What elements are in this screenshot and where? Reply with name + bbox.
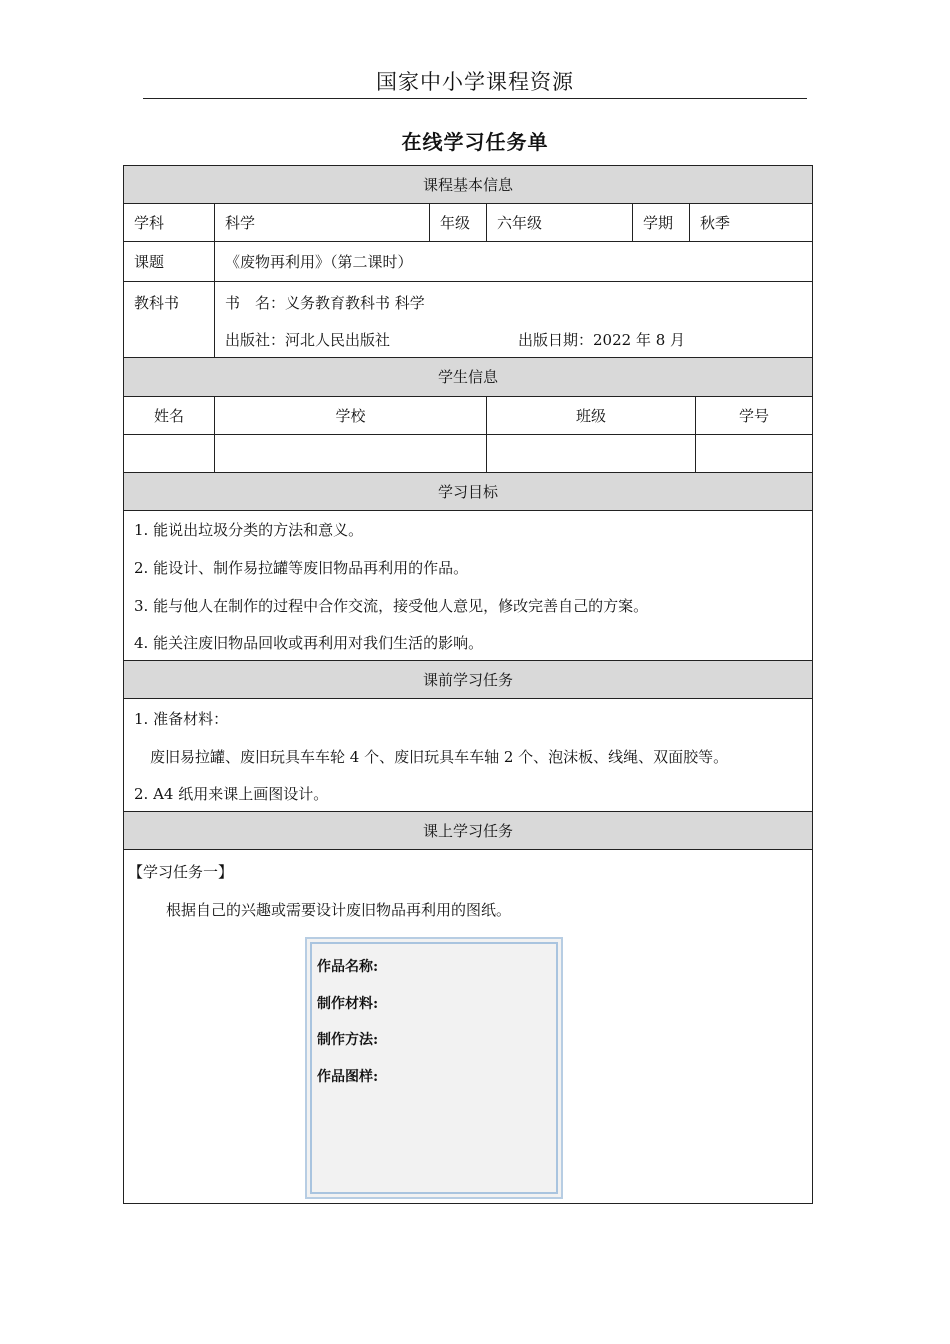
student-name-field[interactable]: [124, 435, 214, 472]
pre-task-heading: 课前学习任务: [124, 661, 812, 699]
term-value: 秋季: [689, 204, 812, 241]
task-one-description: 根据自己的兴趣或需要设计废旧物品再利用的图纸。: [166, 901, 512, 919]
work-name-label: 作品名称:: [317, 959, 379, 975]
class-task-heading: 课上学习任务: [124, 812, 812, 850]
student-info-heading: 学生信息: [124, 358, 812, 397]
course-info-heading: 课程基本信息: [124, 166, 812, 204]
goal-item: 4. 能关注废旧物品回收或再利用对我们生活的影响。: [134, 634, 484, 652]
goal-item: 2. 能设计、制作易拉罐等废旧物品再利用的作品。: [134, 559, 469, 577]
student-school-header: 学校: [214, 397, 486, 434]
grade-value: 六年级: [486, 204, 632, 241]
topic-value: 《废物再利用》（第二课时）: [214, 242, 812, 281]
student-id-field[interactable]: [695, 435, 812, 472]
topic-row: [124, 242, 812, 282]
term-label: 学期: [632, 204, 689, 241]
subject-value: 科学: [214, 204, 429, 241]
student-info-blank-row: [124, 435, 812, 473]
textbook-details: [214, 282, 812, 357]
publisher: 出版社：河北人民出版社: [225, 331, 391, 349]
goal-item: 3. 能与他人在制作的过程中合作交流，接受他人意见，修改完善自己的方案。: [134, 597, 649, 615]
materials-label: 制作材料:: [317, 996, 379, 1012]
subject-label: 学科: [134, 214, 165, 232]
pre-task-materials: 废旧易拉罐、废旧玩具车车轮 4 个、废旧玩具车车轴 2 个、泡沫板、线绳、双面胶等。: [150, 748, 729, 766]
design-form-image: [305, 937, 563, 1199]
task-sheet-table: [123, 165, 813, 1204]
student-name-header: 姓名: [153, 407, 184, 425]
method-label: 制作方法:: [317, 1032, 379, 1048]
goals-heading: 学习目标: [124, 473, 812, 511]
goal-item: 1. 能说出垃圾分类的方法和意义。: [134, 521, 364, 539]
publication-date: 出版日期：2022 年 8 月: [518, 331, 686, 349]
textbook-label: 教科书: [134, 294, 180, 312]
course-meta-row: [124, 204, 812, 242]
sketch-label: 作品图样:: [317, 1069, 379, 1085]
header-divider: [143, 98, 807, 99]
goals-list: [124, 511, 812, 661]
pre-task-item: 1. 准备材料：: [134, 710, 229, 728]
student-id-header: 学号: [695, 397, 812, 434]
pre-task-content: [124, 699, 812, 812]
student-class-header: 班级: [486, 397, 695, 434]
pre-task-item: 2. A4 纸用来课上画图设计。: [134, 785, 329, 803]
student-info-header-row: [124, 397, 812, 435]
document-title: 在线学习任务单: [401, 130, 549, 154]
textbook-row: [124, 282, 812, 358]
site-header-title: 国家中小学课程资源: [376, 70, 574, 94]
book-name: 书 名：义务教育教科书 科学: [225, 294, 425, 312]
task-one-title: 【学习任务一】: [128, 863, 234, 881]
topic-label: 课题: [134, 253, 165, 271]
student-school-field[interactable]: [214, 435, 486, 472]
student-class-field[interactable]: [486, 435, 695, 472]
grade-label: 年级: [429, 204, 486, 241]
